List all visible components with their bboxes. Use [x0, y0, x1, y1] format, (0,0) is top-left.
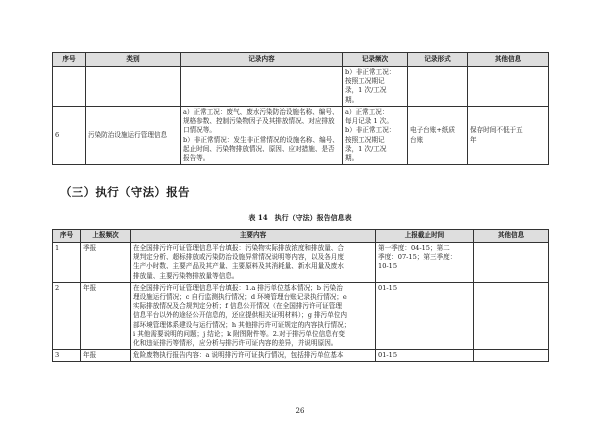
content-cell: 在全国排污许可证管理信息平台填报：1.a 排污单位基本情况；b 污染治 理设施运行情况；c 自行监测执行情况；d 环境管理台账记录执行情况；e 实际排放情况及合规判定分析；f 信息公开情况（在全国排污许可证管理 信息平台以外的途径公开信息的，还应提供相关证明材料）；g 排污单位内 部环境管理体系建设与运行情况；h 其他排污许可证规定的内容执行情况； i 其他需要说明的问题；j 结论；k 附图附件等。2.对于排污单位信息有变 化和违证排污等情形，应分析与排污许可证内容的差异，并说明原因。: [131, 282, 376, 349]
column-header: 序号: [53, 53, 86, 67]
table-row: [53, 350, 549, 362]
form-cell: [408, 67, 468, 107]
column-header: 上报截止时间: [376, 230, 474, 243]
record-table: [52, 52, 549, 165]
column-header: 类别: [86, 53, 181, 67]
content-cell: a）正常工况：废气、废水污染防治设施名称、编号、 规格参数、控制污染物因子及其排放情况、对应排放 口情况等。 b）非正常情况：发生非正常情况的设施名称、编号、 起止时间、污染物排放情况、原因、应对措施、是否 报告等。: [181, 107, 343, 165]
content-cell: 在全国排污许可证管理信息平台填报：污染物实际排放浓度和排放量、合 规判定分析、超标排放或污染防治设施异常情况说明等内容，以及各月度 生产小时数、主要产品及其产量、主要原料及其消耗量、新水用量及废水 排放量、主要污染物排放量等信息。: [131, 243, 376, 283]
frequency-cell: a）正常工况： 每月记录 1 次。 b）非正常工况： 按照工况期记 录，1 次/工况 期。: [343, 107, 408, 165]
section-heading: （三）执行（守法）报告: [60, 185, 190, 199]
other-info-cell: [468, 67, 549, 107]
table-row: [53, 107, 549, 165]
deadline-cell: 第一季度：04-15；第二 季度：07-15；第三季度： 10-15: [376, 243, 474, 283]
column-header: 其他信息: [468, 53, 549, 67]
other-info-cell: 保存时间不低于五 年: [468, 107, 549, 165]
category-cell: [86, 67, 181, 107]
frequency-cell: 年报: [81, 350, 131, 362]
form-cell: 电子台账+纸质 台账: [408, 107, 468, 165]
table-row: [53, 67, 549, 107]
row-number-cell: 3: [53, 350, 81, 362]
table-row: [53, 243, 549, 283]
table-header-row: [53, 230, 549, 243]
row-number-cell: 6: [53, 107, 86, 165]
column-header: 主要内容: [131, 230, 376, 243]
content-cell: 危险废物执行报告内容：a 说明排污许可证执行情况，包括排污单位基本: [131, 350, 376, 362]
table-header-row: [53, 53, 549, 67]
other-info-cell: [474, 243, 549, 283]
frequency-cell: 季报: [81, 243, 131, 283]
column-header: 记录形式: [408, 53, 468, 67]
row-number-cell: 1: [53, 243, 81, 283]
column-header: 记录频次: [343, 53, 408, 67]
table-caption: 表 14 执行（守法）报告信息表: [248, 213, 352, 222]
table-row: [53, 282, 549, 349]
other-info-cell: [474, 282, 549, 349]
column-header: 其他信息: [474, 230, 549, 243]
other-info-cell: [474, 350, 549, 362]
column-header: 上报频次: [81, 230, 131, 243]
deadline-cell: 01-15: [376, 282, 474, 349]
report-table: [52, 229, 549, 362]
content-cell: [181, 67, 343, 107]
row-number-cell: 2: [53, 282, 81, 349]
frequency-cell: 年报: [81, 282, 131, 349]
row-number-cell: [53, 67, 86, 107]
frequency-cell: b）非正常工况： 按照工况期记 录，1 次/工况 期。: [343, 67, 408, 107]
page-number: 26: [295, 407, 305, 415]
column-header: 序号: [53, 230, 81, 243]
category-cell: 污染防治设施运行管理信息: [86, 107, 181, 165]
column-header: 记录内容: [181, 53, 343, 67]
deadline-cell: 01-15: [376, 350, 474, 362]
